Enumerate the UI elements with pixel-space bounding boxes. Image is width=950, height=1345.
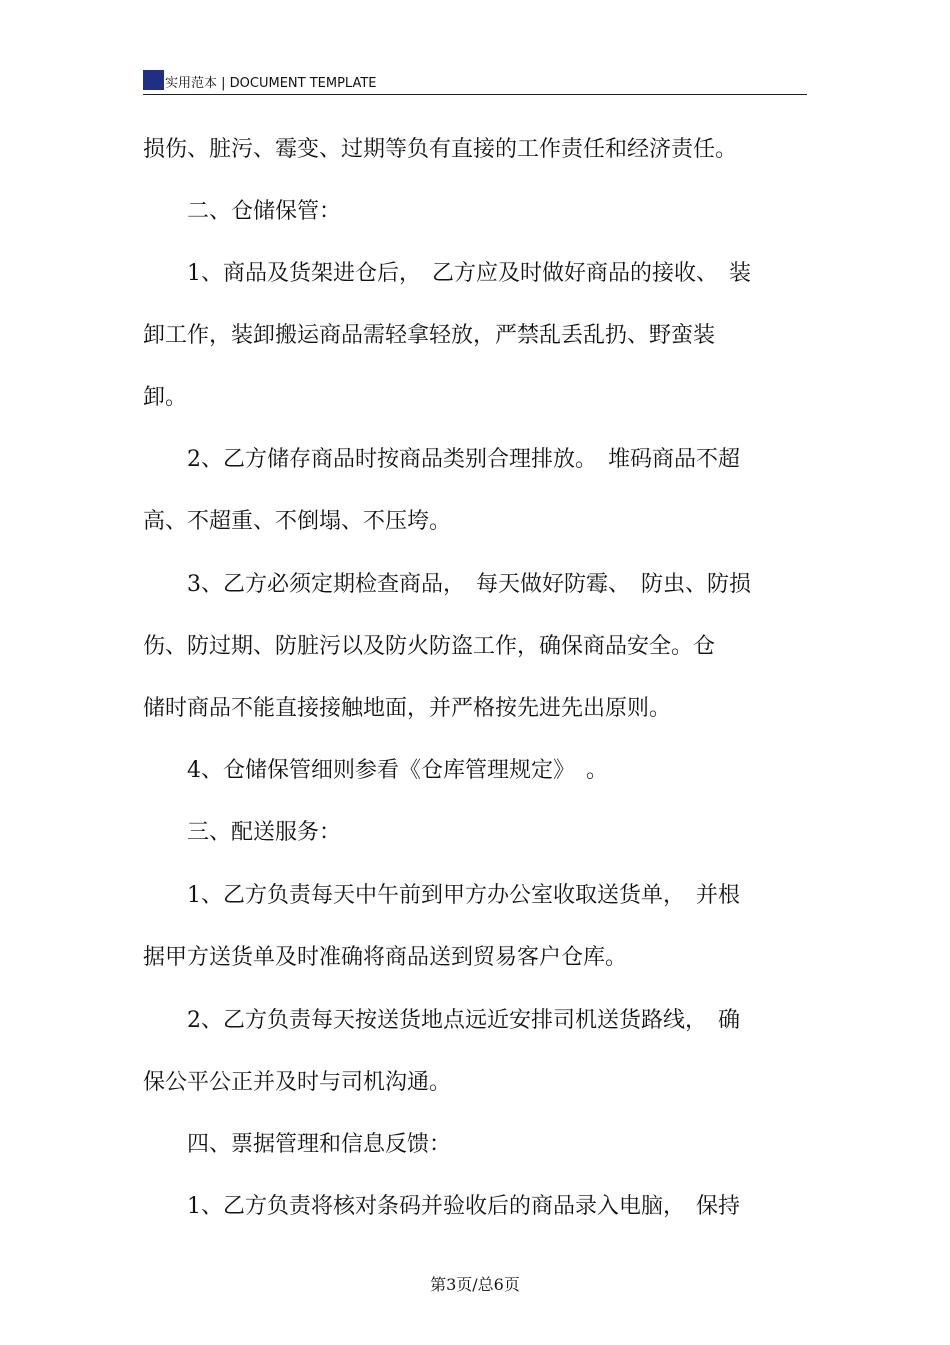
body-line: 卸。 <box>143 385 188 410</box>
section-heading: 三、配送服务： <box>143 820 342 845</box>
body-line: 2、乙方储存商品时按商品类别合理排放。 堆码商品不超 <box>143 447 740 472</box>
body-line: 高、不超重、不倒塌、不压垮。 <box>143 509 452 534</box>
body-line: 损伤、脏污、霉变、过期等负有直接的工作责任和经济责任。 <box>143 137 738 162</box>
body-line: 1、商品及货架进仓后， 乙方应及时做好商品的接收、 装 <box>143 261 751 286</box>
body-line: 3、乙方必须定期检查商品， 每天做好防霉、 防虫、防损 <box>143 572 751 597</box>
body-line: 据甲方送货单及时准确将商品送到贸易客户仓库。 <box>143 945 628 970</box>
header-title: 实用范本 | DOCUMENT TEMPLATE <box>165 76 377 91</box>
body-line: 保公平公正并及时与司机沟通。 <box>143 1070 452 1095</box>
body-line: 2、乙方负责每天按送货地点远近安排司机送货路线， 确 <box>143 1008 740 1033</box>
body-line: 1、乙方负责将核对条码并验收后的商品录入电脑， 保持 <box>143 1194 740 1219</box>
body-line: 4、仓储保管细则参看《仓库管理规定》 。 <box>143 758 608 783</box>
body-line: 1、乙方负责每天中午前到甲方办公室收取送货单， 并根 <box>143 883 740 908</box>
body-line: 伤、防过期、防脏污以及防火防盗工作，确保商品安全。仓 <box>143 634 716 659</box>
body-line: 卸工作，装卸搬运商品需轻拿轻放，严禁乱丢乱扔、野蛮装 <box>143 323 716 348</box>
section-heading: 二、仓储保管： <box>143 199 342 224</box>
page-number: 第3页/总6页 <box>430 1275 520 1294</box>
header-logo-square <box>143 70 164 90</box>
section-heading: 四、票据管理和信息反馈： <box>143 1132 452 1157</box>
page-header <box>143 68 807 95</box>
body-line: 储时商品不能直接接触地面，并严格按先进先出原则。 <box>143 696 672 721</box>
